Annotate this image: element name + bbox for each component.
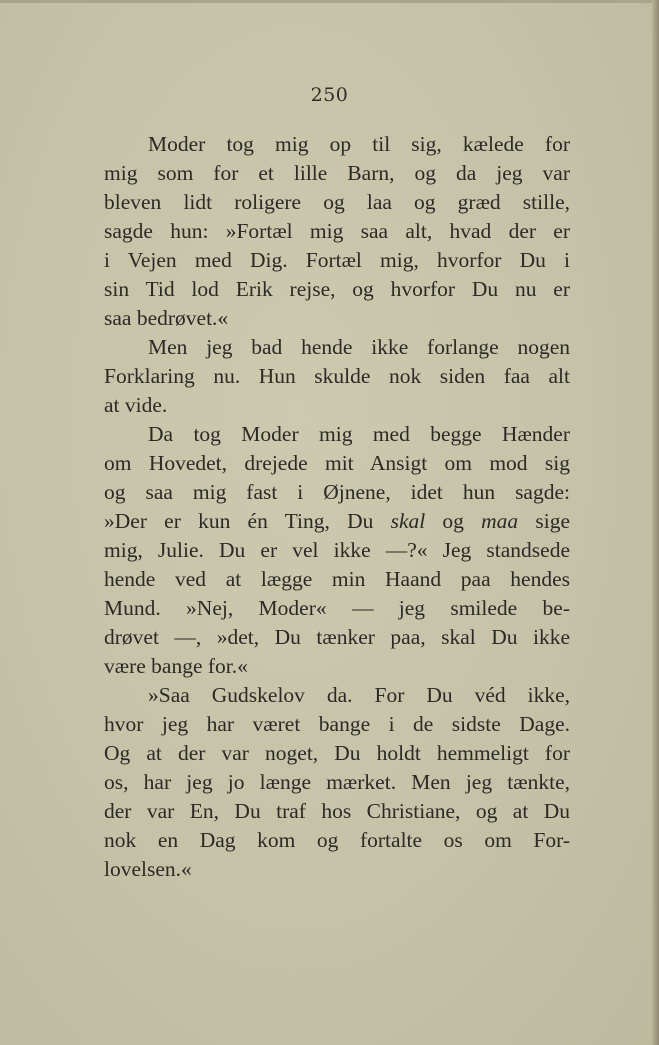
emphasis-word: maa <box>481 509 519 533</box>
page-right-edge <box>652 0 659 1045</box>
text-line: drøvet —, »det, Du tænker paa, skal Du ikke <box>104 625 570 649</box>
text-segment: sige <box>518 509 571 533</box>
text-line: hende ved at lægge min Haand paa hendes <box>104 567 570 591</box>
page-number: 250 <box>310 84 349 106</box>
text-line-italic <box>104 507 570 536</box>
text-line: Da tog Moder mig med begge Hænder <box>148 422 570 446</box>
text-line: der var En, Du traf hos Christiane, og at Du <box>104 799 570 823</box>
text-line: at vide. <box>104 393 168 417</box>
text-line: Og at der var noget, Du holdt hemmeligt for <box>104 741 570 765</box>
text-line: bleven lidt roligere og laa og græd stille, <box>104 190 570 214</box>
text-line: Moder tog mig op til sig, kælede for <box>148 132 570 156</box>
page-top-edge <box>0 0 659 3</box>
text-line: lovelsen.« <box>104 857 192 881</box>
text-line: mig som for et lille Barn, og da jeg var <box>104 161 570 185</box>
text-line: Men jeg bad hende ikke forlange nogen <box>148 335 570 359</box>
text-line: og saa mig fast i Øjnene, idet hun sagde: <box>104 480 570 504</box>
text-line: os, har jeg jo længe mærket. Men jeg tænkte, <box>104 770 570 794</box>
text-line: i Vejen med Dig. Fortæl mig, hvorfor Du i <box>104 248 570 272</box>
text-line: nok en Dag kom og fortalte os om For- <box>104 828 570 852</box>
emphasis-word: skal <box>390 509 426 533</box>
text-line: Forklaring nu. Hun skulde nok siden faa alt <box>104 364 570 388</box>
text-segment: og <box>425 509 482 533</box>
text-line: mig, Julie. Du er vel ikke —?« Jeg standsede <box>104 538 570 562</box>
text-segment: »Der er kun én Ting, Du <box>104 509 391 533</box>
text-line: saa bedrøvet.« <box>104 306 229 330</box>
text-line: hvor jeg har været bange i de sidste Dage. <box>104 712 570 736</box>
text-line: Mund. »Nej, Moder« — jeg smilede be- <box>104 596 570 620</box>
text-line: sagde hun: »Fortæl mig saa alt, hvad der er <box>104 219 570 243</box>
text-line: »Saa Gudskelov da. For Du véd ikke, <box>148 683 570 707</box>
text-line: sin Tid lod Erik rejse, og hvorfor Du nu er <box>104 277 570 301</box>
text-line: om Hovedet, drejede mit Ansigt om mod sig <box>104 451 570 475</box>
text-line: være bange for.« <box>104 654 248 678</box>
